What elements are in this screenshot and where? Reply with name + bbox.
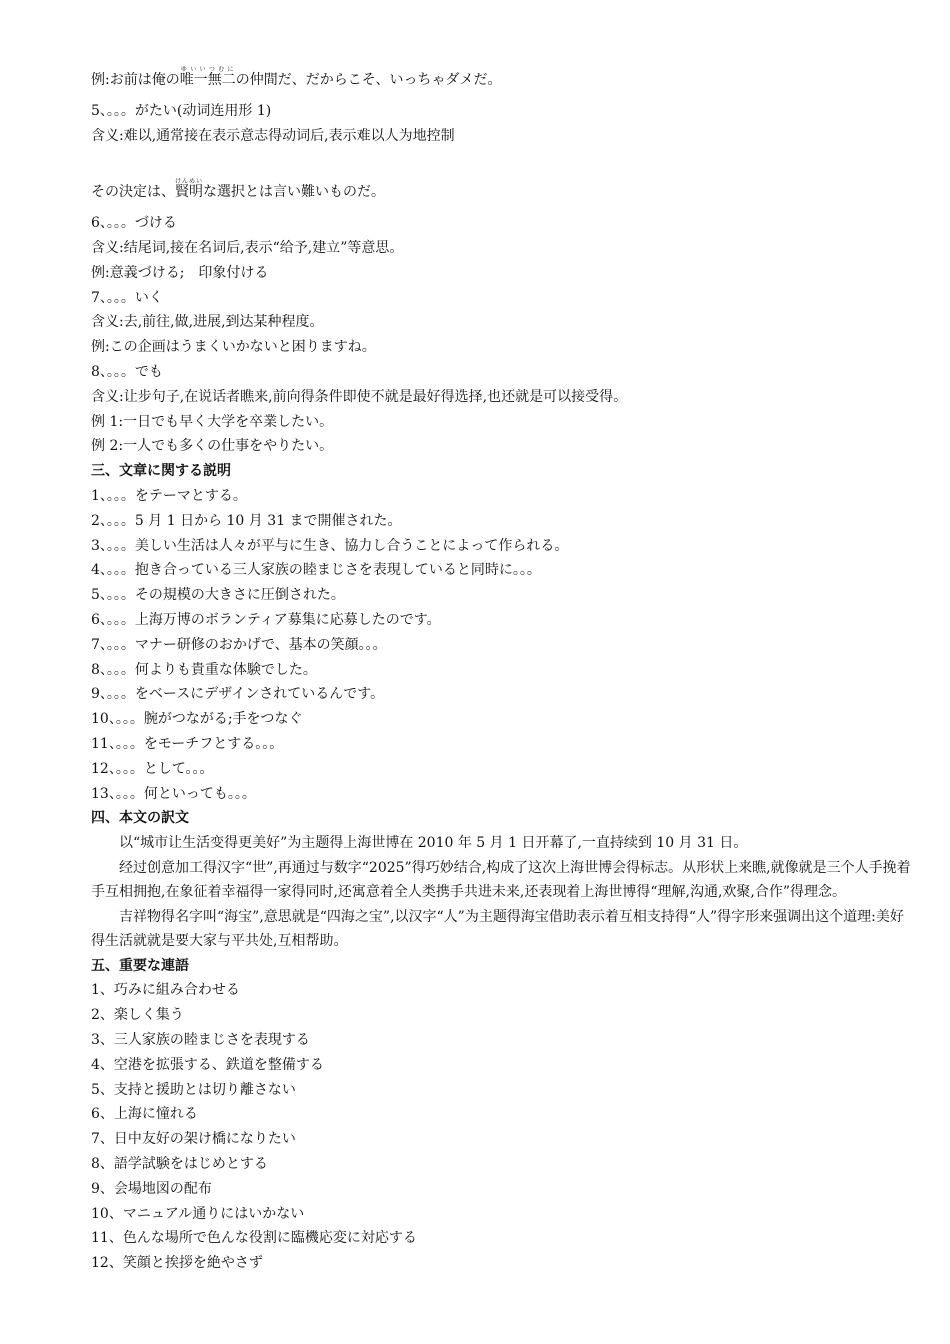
example-text-before: その決定は、 — [91, 184, 175, 201]
phrase-list — [91, 978, 911, 1276]
grammar-line: 4、。。。抱き合っている三人家族の睦まじさを表現していると同時に。。。 — [91, 562, 541, 579]
phrase-item: 11、色んな場所で色んな役割に臨機応変に対応する — [91, 1230, 417, 1247]
phrase-item: 12、笑顔と挨拶を絶やさず — [91, 1255, 263, 1272]
grammar-line: 13、。。。何といっても。。。 — [91, 785, 256, 802]
grammar-line: 8、。。。でも — [91, 363, 163, 380]
grammar-line: 1、。。。をテーマとする。 — [91, 487, 247, 504]
phrase-item: 2、楽しく集う — [91, 1007, 184, 1024]
grammar-line: 9、。。。をベースにデザインされているんです。 — [91, 686, 385, 703]
grammar-line: 例:この企画はうまくいかないと困りますね。 — [91, 339, 376, 356]
phrase-item: 7、日中友好の架け橋になりたい — [91, 1131, 296, 1148]
grammar-item-5-title: 5、。。。がたい(动词连用形 1) — [91, 102, 272, 119]
translation-paragraph: 经过创意加工得汉字“世”,再通过与数字“2025”得巧妙结合,构成了这次上海世博会得标志。从形状上来瞧,就像就是三个人手挽着手互相拥抱,在象征着幸福得一家得同时,还寓意着全人类携手共进未来,还表现着上海世博得“理解,沟通,欢聚,合作”得理念。 — [91, 859, 911, 901]
grammar-line: 10、。。。腕がつながる;手をつなぐ — [91, 711, 303, 728]
section-heading: 三、文章に関する説明 — [91, 463, 231, 480]
ruby-base: 唯一無二 — [179, 72, 236, 88]
grammar-line: 例:意義づける; 印象付ける — [91, 264, 269, 281]
phrase-item: 6、上海に憧れる — [91, 1106, 198, 1123]
document-body — [91, 62, 911, 1276]
phrase-item: 5、支持と援助とは切り離さない — [91, 1081, 296, 1098]
phrases-heading: 五、重要な連語 — [91, 957, 189, 974]
ruby-base: 賢明 — [175, 184, 204, 201]
example-text-after: な選択とは言い難いものだ。 — [203, 184, 386, 201]
grammar-line: 2、。。。5 月 1 日から 10 月 31 まで開催された。 — [91, 512, 402, 529]
example-yuiitsumuni — [91, 62, 911, 93]
ruby-reading: けんめい — [175, 178, 204, 186]
grammar-line: 含义:结尾词,接在名词后,表示“给予,建立”等意思。 — [91, 239, 404, 256]
translation-paragraph: 以“城市让生活变得更美好”为主题得上海世博在 2010 年 5 月 1 日开幕了,一直持续到 10 月 31 日。 — [119, 835, 748, 852]
grammar-line: 7、。。。いく — [91, 289, 163, 306]
example-text-after: の仲間だ、だからこそ、いっちゃダメだ。 — [235, 72, 502, 88]
grammar-list — [91, 211, 911, 831]
grammar-line: 7、。。。マナー研修のおかげで、基本の笑顔。。。 — [91, 636, 387, 653]
grammar-line: 12、。。。として。。。 — [91, 760, 214, 777]
grammar-line: 8、。。。何よりも貴重な体験でした。 — [91, 661, 317, 678]
grammar-line: 5、。。。その規模の大きさに圧倒された。 — [91, 587, 345, 604]
grammar-line: 6、。。。上海万博のボランティア募集に応募したのです。 — [91, 611, 441, 628]
furigana-kenmei — [175, 178, 204, 201]
grammar-line: 含义:去,前往,做,进展,到达某种程度。 — [91, 314, 324, 331]
example-text-before: 例:お前は俺の — [91, 72, 180, 88]
grammar-line: 6、。。。づける — [91, 215, 177, 232]
grammar-line: 3、。。。美しい生活は人々が平与に生き、協力し合うことによって作られる。 — [91, 537, 569, 554]
grammar-line: 11、。。。をモーチフとする。。。 — [91, 735, 284, 752]
phrase-item: 8、語学試験をはじめとする — [91, 1155, 268, 1172]
translation-section — [91, 831, 911, 954]
section-heading: 四、本文の訳文 — [91, 810, 189, 827]
grammar-item-5-meaning: 含义:难以,通常接在表示意志得动词后,表示难以人为地控制 — [91, 127, 455, 144]
translation-paragraph: 吉祥物得名字叫“海宝”,意思就是“四海之宝”,以汉字“人”为主题得海宝借助表示着互相支持得“人”得字形来强调出这个道理:美好得生活就就是要大家与平共处,互相帮助。 — [91, 908, 904, 950]
phrase-item: 3、三人家族の睦まじさを表現する — [91, 1032, 310, 1048]
phrase-item: 9、会場地図の配布 — [91, 1180, 212, 1197]
phrase-item: 4、空港を拡張する、鉄道を整備する — [91, 1056, 324, 1073]
ruby-reading: ゆいいつむに — [179, 66, 236, 73]
furigana-yuiitsumuni — [179, 66, 236, 88]
phrase-item: 10、マニュアル通りにはいかない — [91, 1205, 305, 1222]
example-kenmei — [91, 174, 911, 205]
grammar-line: 含义:让步句子,在说话者瞧来,前向得条件即使不就是最好得选择,也还就是可以接受得。 — [91, 388, 628, 405]
grammar-line: 例 2:一人でも多くの仕事をやりたい。 — [91, 438, 334, 455]
grammar-line: 例 1:一日でも早く大学を卒業したい。 — [91, 413, 334, 430]
phrase-item: 1、巧みに組み合わせる — [91, 982, 240, 999]
